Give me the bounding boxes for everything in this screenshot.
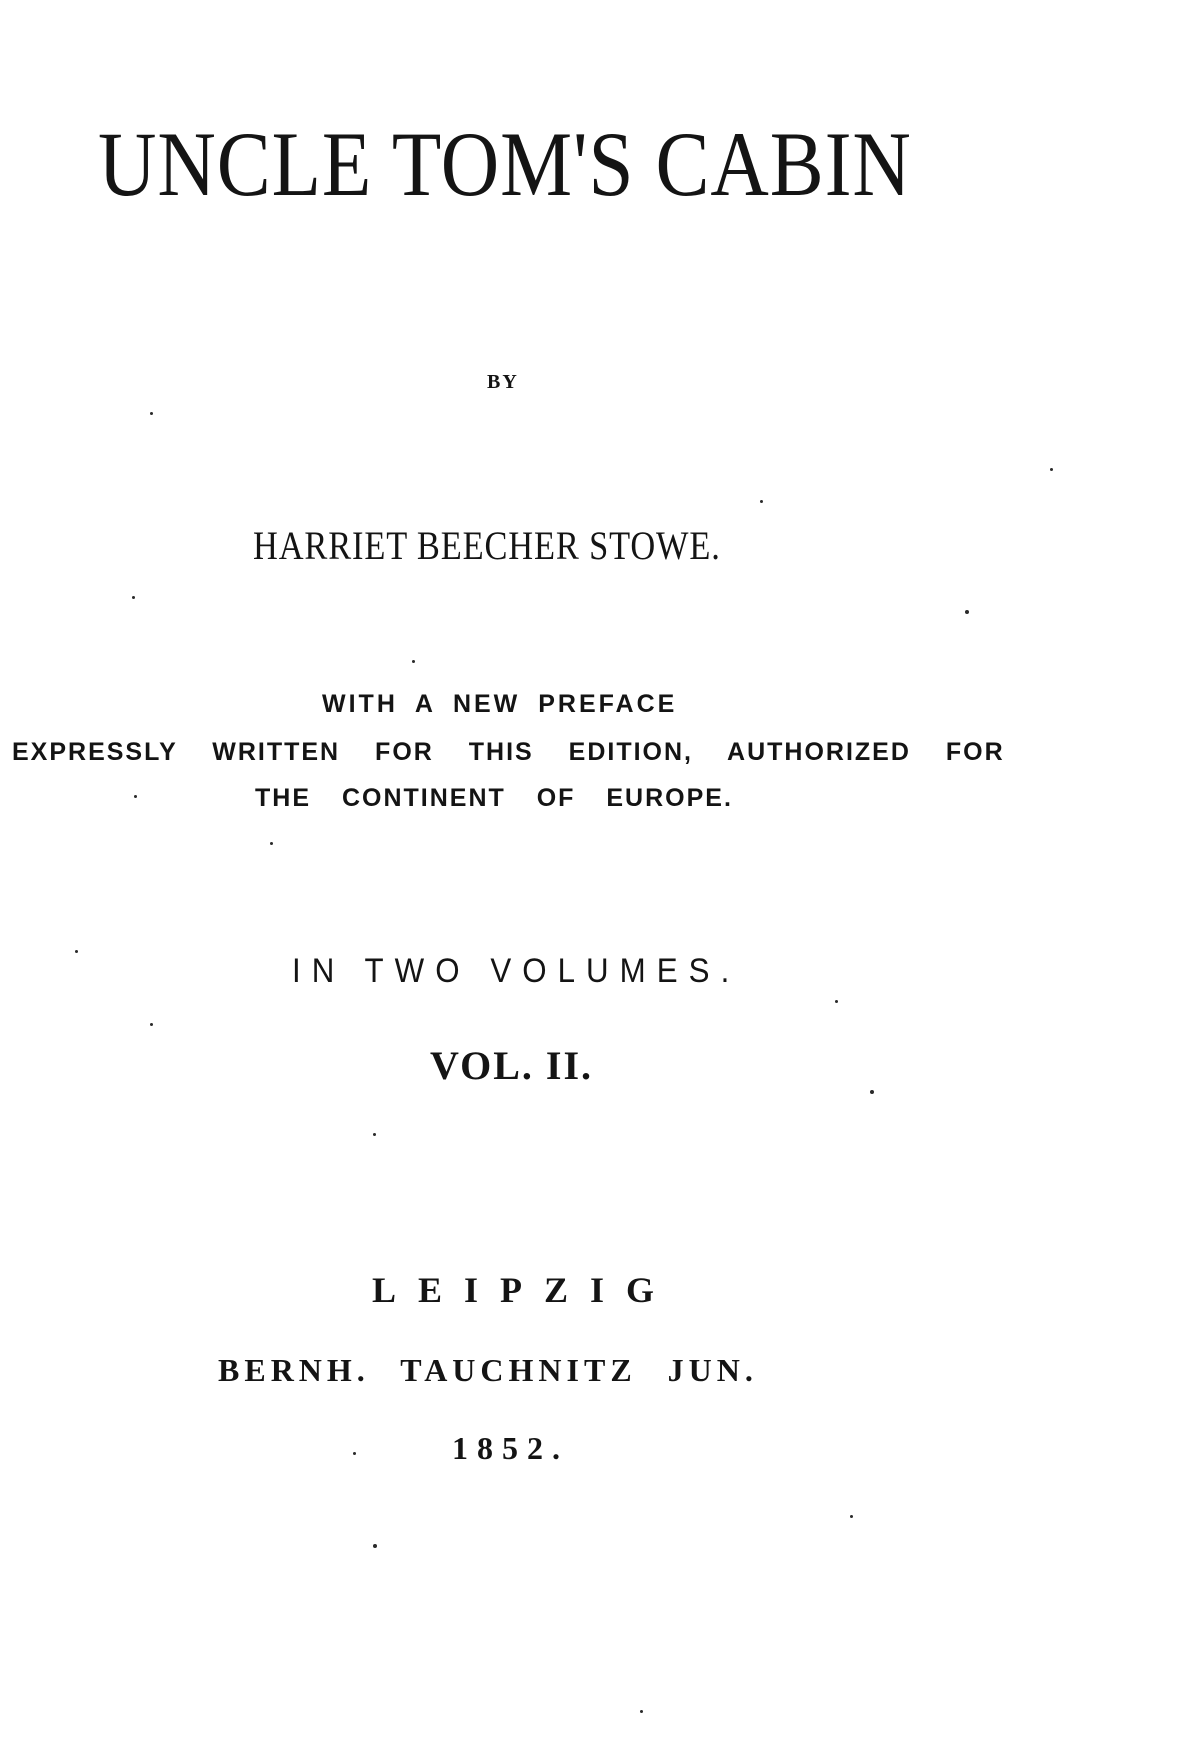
scan-speck: [412, 660, 415, 663]
preface-line-3: THE CONTINENT OF EUROPE.: [255, 784, 733, 812]
scan-speck: [150, 412, 153, 415]
scan-speck: [270, 842, 273, 845]
scan-speck: [132, 596, 135, 599]
preface-line-2: EXPRESSLY WRITTEN FOR THIS EDITION, AUTHORIZED FOR: [12, 738, 1005, 766]
author-name: HARRIET BEECHER STOWE.: [253, 523, 721, 568]
by-line: BY: [487, 371, 519, 393]
publisher-name: BERNH. TAUCHNITZ JUN.: [218, 1352, 758, 1388]
scan-speck: [150, 1023, 153, 1026]
scan-speck: [760, 500, 763, 503]
scan-speck: [640, 1710, 643, 1713]
scan-speck: [965, 610, 969, 614]
scan-speck: [1050, 468, 1053, 471]
volume-number: VOL. II.: [430, 1043, 594, 1088]
scan-speck: [75, 950, 78, 953]
book-title: UNCLE TOM'S CABIN: [98, 113, 912, 215]
scan-speck: [870, 1090, 874, 1094]
scan-speck: [353, 1452, 356, 1455]
preface-line-1: WITH A NEW PREFACE: [322, 690, 678, 718]
scan-speck: [373, 1133, 376, 1136]
volumes-note: IN TWO VOLUMES.: [292, 952, 741, 990]
scan-speck: [835, 1000, 838, 1003]
scan-speck: [850, 1515, 853, 1518]
publication-city: LEIPZIG: [372, 1270, 677, 1310]
scan-speck: [134, 795, 137, 798]
publication-year: 1852.: [452, 1430, 569, 1466]
scan-speck: [373, 1544, 377, 1548]
